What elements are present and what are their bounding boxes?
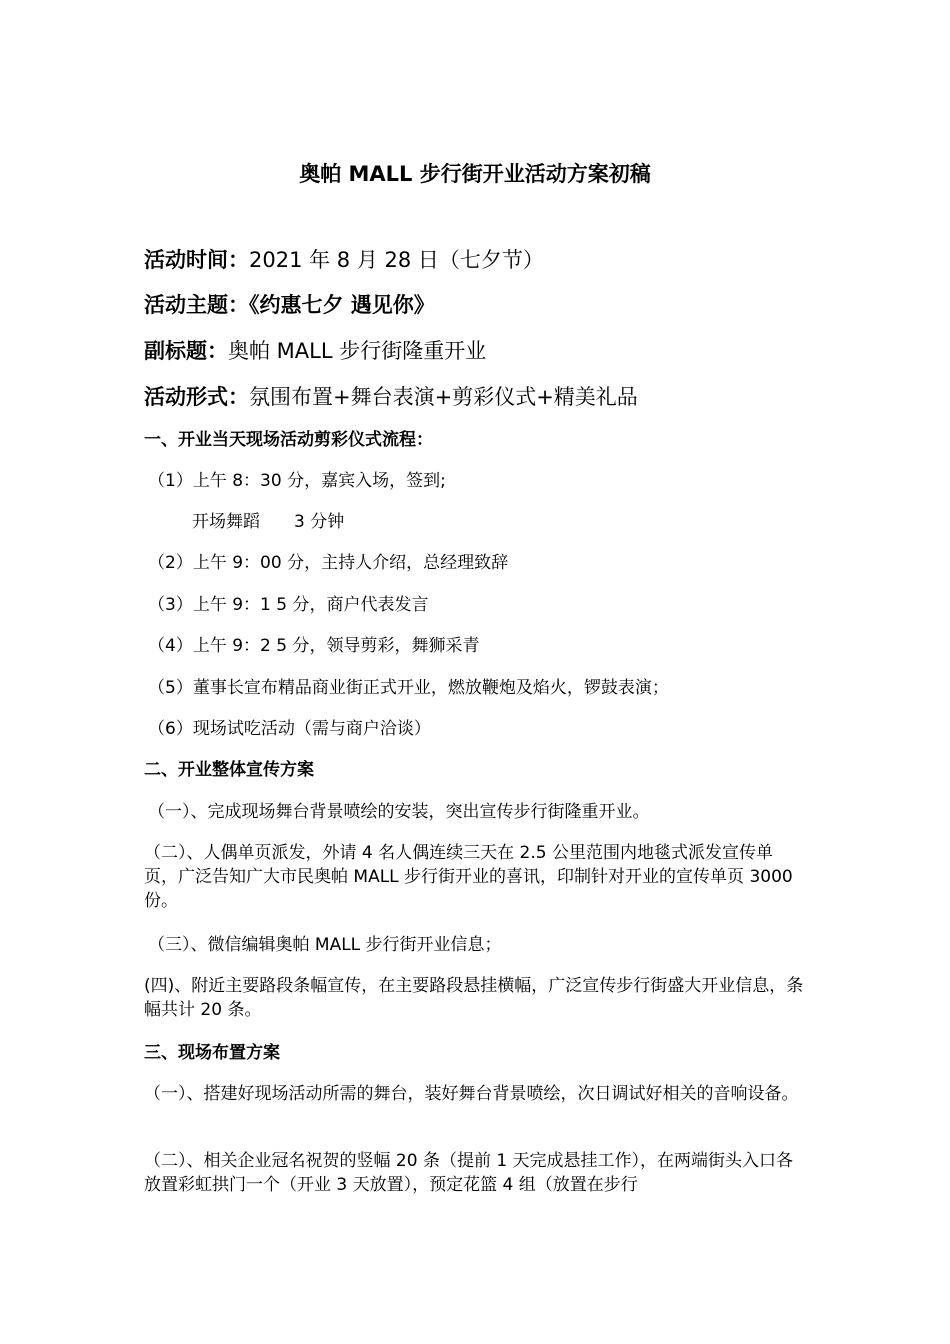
list-item: （三）、微信编辑奥帕 MALL 步行街开业信息； <box>148 935 502 955</box>
meta-subtitle-label: 副标题： <box>144 339 228 363</box>
list-item: （2）上午 9：00 分，主持人介绍，总经理致辞 <box>148 553 509 573</box>
opening-dance: 开场舞蹈 <box>192 512 260 532</box>
meta-subtitle <box>144 336 486 366</box>
section3-heading: 三、现场布置方案 <box>144 1043 280 1063</box>
meta-form-value: 氛围布置+舞台表演+剪彩仪式+精美礼品 <box>249 385 638 409</box>
list-item: (四)、附近主要路段条幅宣传，在主要路段悬挂横幅，广泛宣传步行街盛大开业信息，条幅共计 20 条。 <box>144 976 804 1020</box>
meta-subtitle-value: 奥帕 MALL 步行街隆重开业 <box>228 339 487 363</box>
list-item: （3）上午 9：1 5 分，商户代表发言 <box>148 595 429 615</box>
list-item: （5）董事长宣布精品商业街正式开业，燃放鞭炮及焰火，锣鼓表演； <box>148 678 669 698</box>
list-item: （6）现场试吃活动（需与商户洽谈） <box>148 719 431 739</box>
list-item: （二）、人偶单页派发，外请 4 名人偶连续三天在 2.5 公里范围内地毯式派发宣传单页，广泛告知广大市民奥帕 MALL 步行街开业的喜讯，印制针对开业的宣传单页 3000 份。 <box>144 843 793 911</box>
list-item: （1）上午 8：30 分，嘉宾入场，签到; <box>148 471 446 491</box>
document-title: 奥帕 MALL 步行街开业活动方案初稿 <box>299 162 651 186</box>
meta-theme-value: 《约惠七夕 遇见你》 <box>249 293 435 317</box>
meta-theme-label: 活动主题： <box>144 293 249 317</box>
list-item: （一）、搭建好现场活动所需的舞台，装好舞台背景喷绘，次日调试好相关的音响设备。 <box>144 1084 799 1104</box>
list-item <box>192 510 344 534</box>
section2-heading: 二、开业整体宣传方案 <box>144 760 314 780</box>
meta-time-label: 活动时间： <box>144 248 249 272</box>
list-item: （二）、相关企业冠名祝贺的竖幅 20 条（提前 1 天完成悬挂工作），在两端街头入口各放置彩虹拱门一个（开业 3 天放置），预定花篮 4 组（放置在步行 <box>144 1151 794 1195</box>
meta-form-label: 活动形式： <box>144 385 249 409</box>
list-item: （一）、完成现场舞台背景喷绘的安装，突出宣传步行街隆重开业。 <box>148 802 650 822</box>
opening-dance-duration: 3 分钟 <box>294 512 345 532</box>
meta-theme <box>144 290 435 320</box>
meta-time-value: 2021 年 8 月 28 日（七夕节） <box>249 248 544 272</box>
meta-form <box>144 382 638 412</box>
meta-time <box>144 245 544 275</box>
list-item: （4）上午 9：2 5 分，领导剪彩，舞狮采青 <box>148 636 480 656</box>
section1-heading: 一、开业当天现场活动剪彩仪式流程： <box>144 430 433 450</box>
